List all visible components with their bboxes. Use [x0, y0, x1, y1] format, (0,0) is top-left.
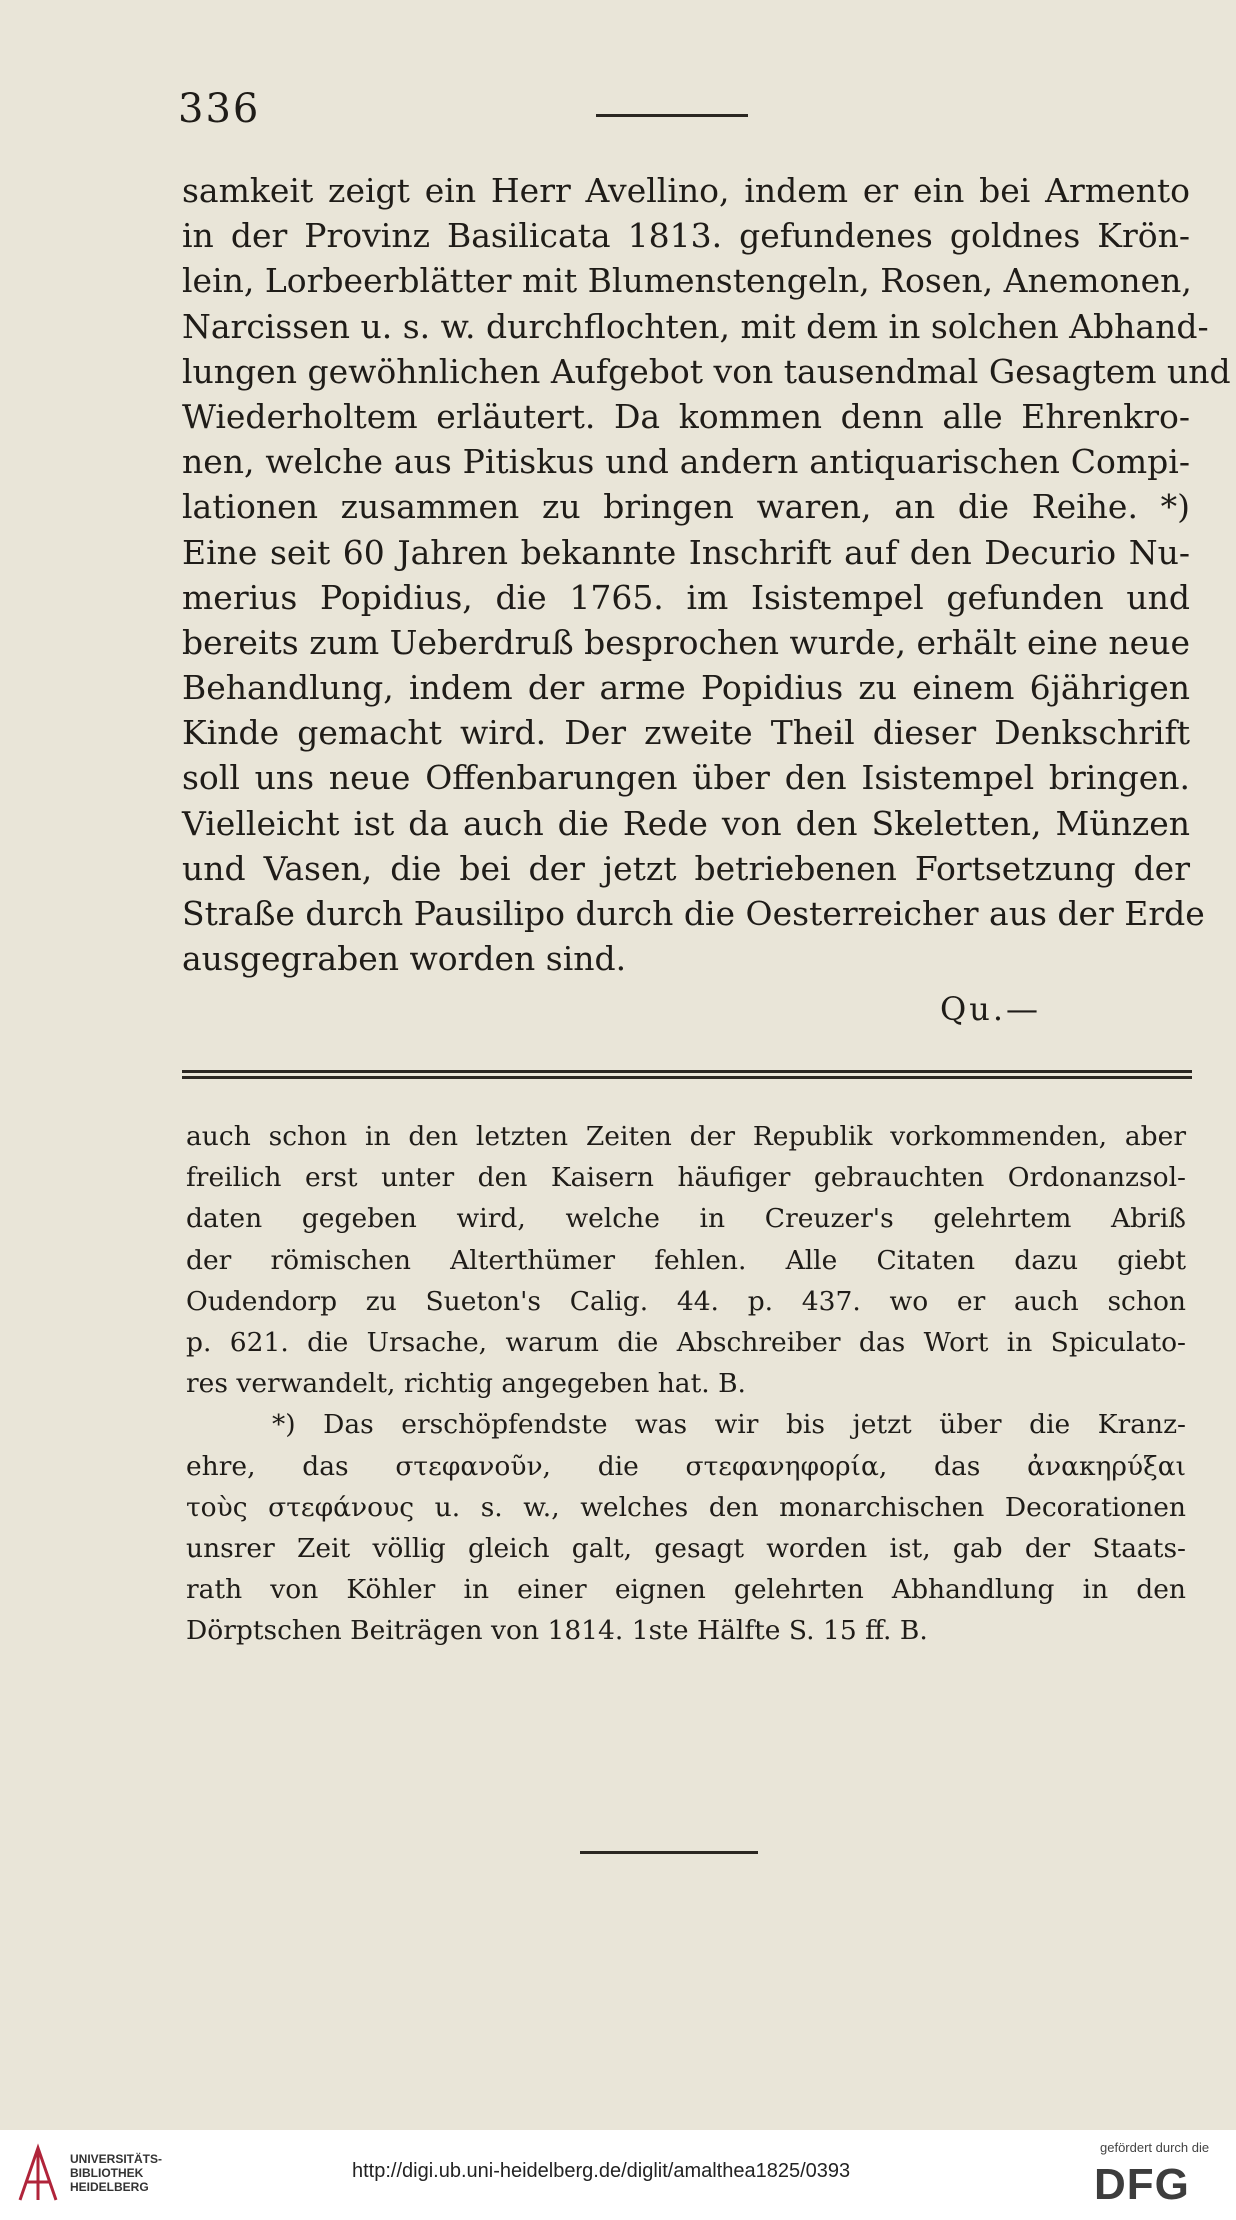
- footnote-line: *) Das erschöpfendste was wir bis jetzt über die Kranz-: [272, 1409, 1186, 1441]
- text-line: Straße durch Pausilipo durch die Oesterreicher aus der Erde: [182, 894, 1205, 933]
- footnote-line: ehre, das στεφανοῦν, die στεφανηφορία, das ἀνακηρύξαι: [186, 1450, 1186, 1482]
- header-rule: [596, 114, 748, 117]
- text-line: ausgegraben worden sind.: [182, 939, 627, 979]
- text-line: nen, welche aus Pitiskus und andern antiquarischen Compi-: [182, 442, 1190, 482]
- footnote-line: rath von Köhler in einer eignen gelehrten Abhandlung in den: [186, 1574, 1186, 1606]
- dfg-logo: DFG: [1094, 2160, 1190, 2209]
- text-line: merius Popidius, die 1765. im Isistempel gefunden und: [182, 577, 1190, 617]
- footnote-line: res verwandelt, richtig angegeben hat. B.: [186, 1368, 746, 1400]
- library-name: UNIVERSITÄTS- BIBLIOTHEK HEIDELBERG: [70, 2152, 163, 2194]
- text-line: lein, Lorbeerblätter mit Blumenstengeln, Rosen, Anemonen,: [182, 261, 1192, 301]
- text-line: Kinde gemacht wird. Der zweite Theil dieser Denkschrift: [182, 713, 1190, 753]
- text-line: soll uns neue Offenbarungen über den Isistempel bringen.: [182, 758, 1190, 798]
- digitization-footer: [0, 2130, 1236, 2220]
- footnote-separator: [182, 1070, 1192, 1079]
- author-signature: Qu.—: [940, 990, 1042, 1028]
- footnotes: [186, 1116, 1186, 1651]
- footnote-line: auch schon in den letzten Zeiten der Republik vorkommenden, aber: [186, 1121, 1186, 1152]
- text-line: Wiederholtem erläutert. Da kommen denn alle Ehrenkro-: [182, 396, 1190, 436]
- text-line: Eine seit 60 Jahren bekannte Inschrift auf den Decurio Nu-: [182, 532, 1190, 572]
- footnote-line: daten gegeben wird, welche in Creuzer's gelehrtem Abriß: [186, 1203, 1186, 1235]
- footnote-line: Oudendorp zu Sueton's Calig. 44. p. 437. wo er auch schon: [186, 1285, 1186, 1317]
- footnote-line: unsrer Zeit völlig gleich galt, gesagt worden ist, gab der Staats-: [186, 1532, 1186, 1564]
- text-line: lationen zusammen zu bringen waren, an die Reihe. *): [182, 487, 1190, 527]
- footnote-line: Dörptschen Beiträgen von 1814. 1ste Hälfte S. 15 ff. B.: [186, 1615, 928, 1647]
- permalink[interactable]: http://digi.ub.uni-heidelberg.de/diglit/amalthea1825/0393: [352, 2160, 851, 2182]
- text-line: samkeit zeigt ein Herr Avellino, indem er ein bei Armento: [182, 171, 1190, 210]
- text-line: in der Provinz Basilicata 1813. gefundenes goldnes Krön-: [182, 216, 1190, 256]
- library-logo-icon: [14, 2142, 62, 2206]
- footnote-line: freilich erst unter den Kaisern häufiger gebrauchten Ordonanzsol-: [186, 1162, 1186, 1194]
- main-text: [182, 168, 1231, 981]
- page-number: 336: [178, 86, 261, 132]
- text-line: und Vasen, die bei der jetzt betriebenen Fortsetzung der: [182, 848, 1190, 888]
- footnote-line: der römischen Alterthümer fehlen. Alle Citaten dazu giebt: [186, 1244, 1186, 1276]
- text-line: lungen gewöhnlichen Aufgebot von tausendmal Gesagtem und: [182, 351, 1231, 391]
- text-line: Behandlung, indem der arme Popidius zu einem 6jährigen: [182, 668, 1190, 708]
- text-line: Narcissen u. s. w. durchflochten, mit dem in solchen Abhand-: [182, 306, 1209, 346]
- funded-by-label: gefördert durch die: [1100, 2140, 1210, 2155]
- text-line: bereits zum Ueberdruß besprochen wurde, erhält eine neue: [182, 622, 1190, 662]
- end-rule: [580, 1851, 758, 1854]
- text-line: Vielleicht ist da auch die Rede von den Skeletten, Münzen: [182, 803, 1190, 843]
- footnote-line: p. 621. die Ursache, warum die Abschreiber das Wort in Spiculato-: [186, 1326, 1186, 1358]
- footnote-line: τοὺς στεφάνους u. s. w., welches den monarchischen Decorationen: [186, 1491, 1186, 1523]
